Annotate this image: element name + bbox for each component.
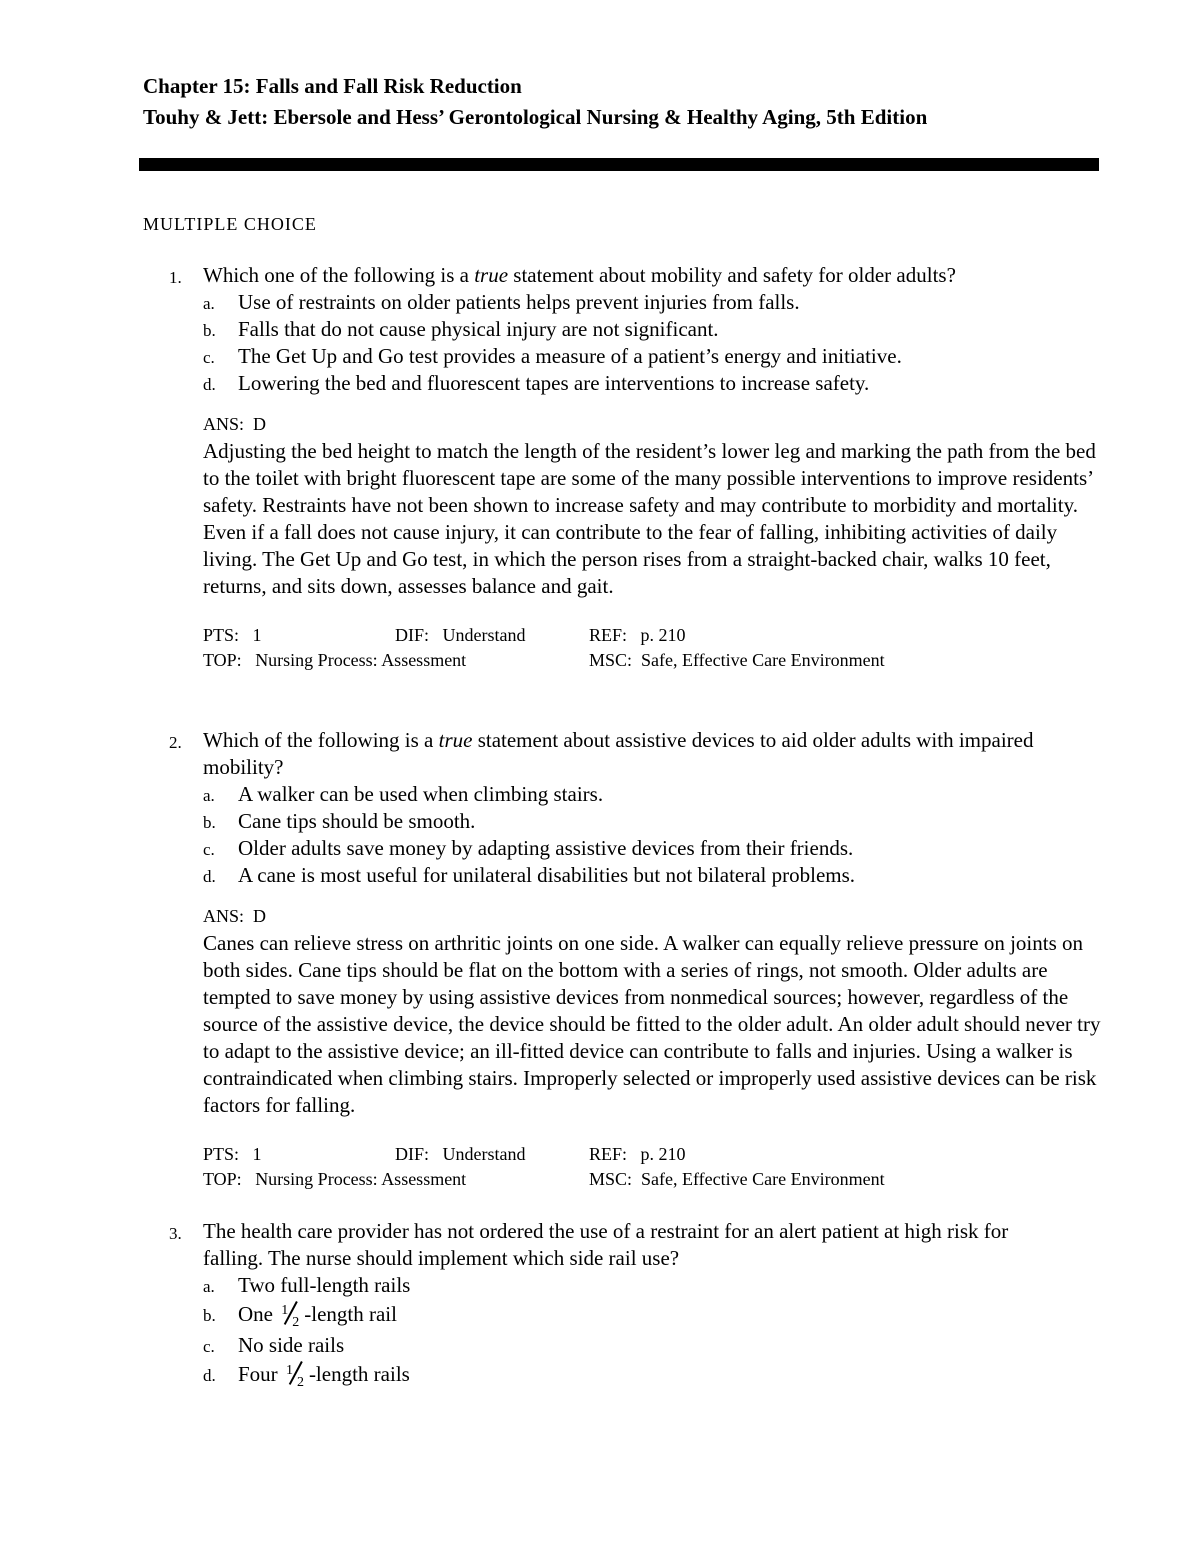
question-stem: 3. The health care provider has not ordered the use of a restraint for an alert patient at high risk for falling. The nurse should implement which side rail use?	[169, 1219, 1009, 1270]
fraction-half: 1 2	[285, 1363, 304, 1390]
question-stem: 2. Which of the following is a true statement about assistive devices to aid older adults with impaired mobility?	[169, 728, 1034, 779]
option-c: c. The Get Up and Go test provides a measure of a patient’s energy and initiative.	[203, 344, 902, 368]
option-b: b. Cane tips should be smooth.	[203, 809, 476, 833]
answer-line: ANS: D	[203, 906, 267, 926]
book-title: Touhy & Jett: Ebersole and Hess’ Gerontological Nursing & Healthy Aging, 5th Edition	[143, 105, 928, 129]
fraction-half: 1 2	[281, 1303, 300, 1330]
question-number: 2.	[169, 733, 182, 752]
question-stem: 1. Which one of the following is a true statement about mobility and safety for older adults?	[143, 262, 1103, 289]
option-a: a. A walker can be used when climbing stairs.	[203, 782, 604, 806]
option-b: b. One 1 2 -length rail	[203, 1302, 397, 1330]
question-1	[143, 262, 1103, 672]
question-2	[143, 727, 1103, 1191]
rationale: Adjusting the bed height to match the length of the resident’s lower leg and marking the path from the bed to the toilet with bright fluorescent tape are some of the many possible interventions to improve residents’ safety. Restraints have not been shown to increase safety and may contribute to morbidity and mortality. Even if a fall does not cause injury, it can contribute to the fear of falling, inhibiting activities of daily living. The Get Up and Go test, in which the person rises from a straight-backed chair, walks 10 feet, returns, and sits down, assesses balance and gait.	[203, 439, 1096, 598]
option-d: d. Four 1 2 -length rails	[203, 1362, 410, 1390]
option-a: a. Use of restraints on older patients helps prevent injuries from falls.	[203, 290, 800, 314]
answer-line: ANS: D	[203, 414, 267, 434]
section-title: MULTIPLE CHOICE	[143, 214, 317, 234]
option-a: a. Two full-length rails	[203, 1273, 411, 1297]
rationale: Canes can relieve stress on arthritic joints on one side. A walker can equally relieve pressure on joints on both sides. Cane tips should be flat on the bottom with a series of rings, not smooth. Older adults are tempted to save money by using assistive devices from nonmedical sources; however, regardless of the source of the assistive device, the device should be fitted to the older adult. An older adult should never try to adapt to the assistive device; an ill-fitted device can contribute to falls and injuries. Using a walker is contraindicated when climbing stairs. Improperly selected or improperly used assistive devices can be risk factors for falling.	[203, 931, 1101, 1117]
option-d: d. Lowering the bed and fluorescent tapes are interventions to increase safety.	[203, 371, 870, 395]
question-metadata: PTS: 1 DIF: Understand REF: p. 210 TOP: Nursing Process: Assessment MSC: Safe, Effective Care Environment	[203, 1144, 885, 1189]
option-b: b. Falls that do not cause physical injury are not significant.	[203, 317, 719, 341]
question-3	[143, 1218, 1103, 1388]
option-c: c. Older adults save money by adapting assistive devices from their friends.	[203, 836, 854, 860]
question-number: 1.	[169, 268, 182, 287]
question-number: 3.	[169, 1224, 182, 1243]
question-metadata: PTS: 1 DIF: Understand REF: p. 210 TOP: Nursing Process: Assessment MSC: Safe, Effective Care Environment	[203, 625, 885, 670]
option-c: c. No side rails	[203, 1333, 345, 1357]
header-rule	[139, 158, 1099, 171]
option-d: d. A cane is most useful for unilateral disabilities but not bilateral problems.	[203, 863, 856, 887]
chapter-title: Chapter 15: Falls and Fall Risk Reduction	[143, 74, 522, 98]
